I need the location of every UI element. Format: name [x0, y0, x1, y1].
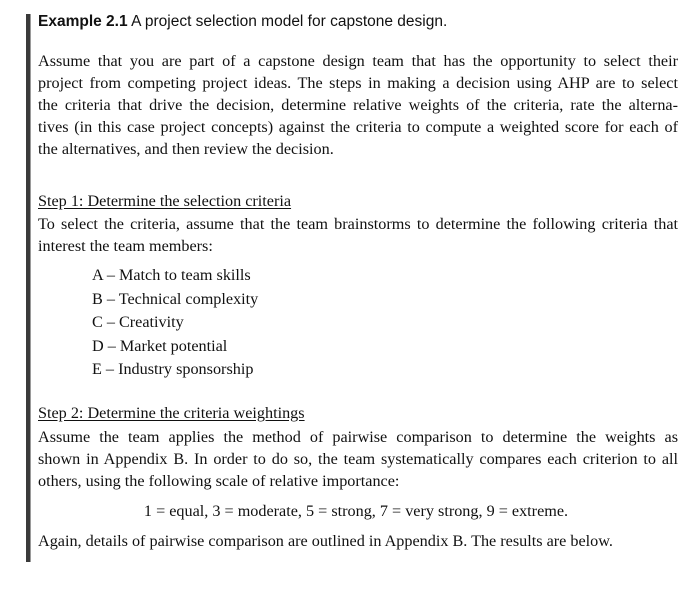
example-title-text: A project selection model for capstone design. — [131, 13, 448, 30]
closing-sentence: Again, details of pairwise comparison are outlined in Appendix B. The results are below. — [38, 532, 613, 550]
step1-heading: Step 1: Determine the selection criteria — [38, 192, 292, 210]
criteria-item: A – Match to team skills — [92, 266, 251, 284]
importance-scale: 1 = equal, 3 = moderate, 5 = strong, 7 = very strong, 9 = extreme. — [143, 502, 569, 520]
step2-paragraph — [38, 426, 678, 492]
example-number: Example 2.1 — [38, 13, 128, 30]
intro-line: the alternatives, and then review the decision. — [38, 140, 334, 158]
criteria-item: B – Technical complexity — [92, 289, 259, 308]
step2-line: others, using the following scale of relative importance: — [38, 472, 400, 490]
step2-line: shown in Appendix B. In order to do so, the team systematically compares each criterion to all — [38, 450, 678, 468]
intro-line: the criteria that drive the decision, determine relative weights of the criteria, rate the alterna- — [38, 96, 678, 114]
step2-heading: Step 2: Determine the criteria weightings — [38, 404, 305, 422]
intro-line: Assume that you are part of a capstone design team that has the opportunity to select their — [38, 52, 678, 70]
step1-paragraph — [38, 213, 678, 257]
step2-line: Assume the team applies the method of pairwise comparison to determine the weights as — [38, 428, 678, 446]
intro-line: tives (in this case project concepts) against the criteria to compute a weighted score for each of — [38, 118, 678, 136]
criteria-list — [92, 264, 258, 382]
example-title — [38, 13, 447, 31]
criteria-item: E – Industry sponsorship — [92, 360, 254, 378]
intro-line: project from competing project ideas. The steps in making a decision using AHP are to select — [38, 74, 678, 92]
criteria-item: D – Market potential — [92, 336, 228, 355]
step1-line: To select the criteria, assume that the team brainstorms to determine the following criteria that — [38, 215, 678, 233]
step1-line: interest the team members: — [38, 237, 213, 255]
intro-paragraph — [38, 50, 678, 160]
criteria-item: C – Creativity — [92, 313, 184, 331]
sidebar-rule-shadow — [30, 14, 31, 562]
